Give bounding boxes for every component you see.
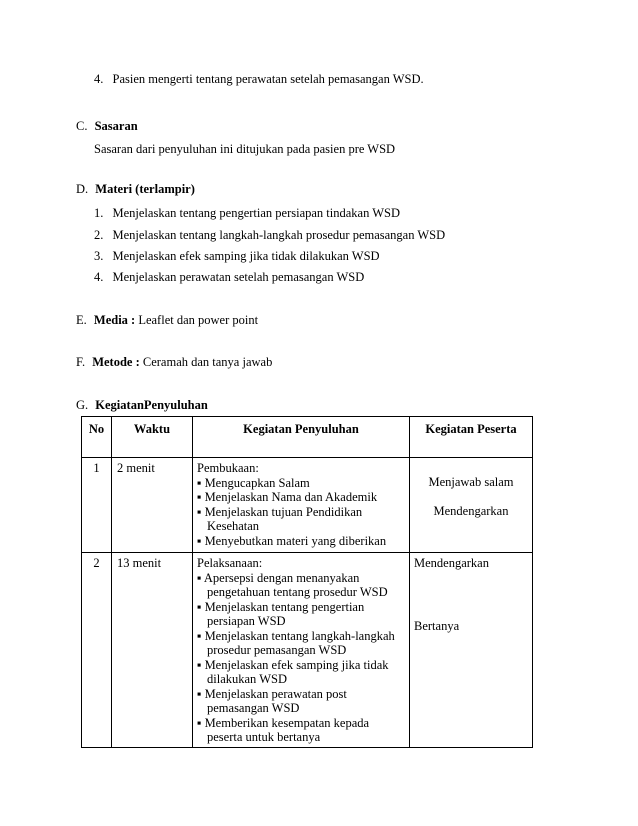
list-number: 3.	[94, 249, 104, 263]
section-media	[76, 313, 258, 328]
section-title: Sasaran	[94, 119, 138, 133]
list-number: 4.	[94, 72, 104, 86]
section-text: Leaflet dan power point	[138, 313, 259, 327]
section-sasaran-heading	[76, 119, 138, 134]
list-text: Menjelaskan perawatan setelah pemasangan WSD	[112, 270, 365, 284]
cell-kegiatan-peserta	[410, 553, 533, 748]
list-item: ▪ Apersepsi dengan menanyakan pengetahuan tentang prosedur WSD	[197, 570, 388, 599]
materi-item	[94, 270, 364, 285]
section-metode	[76, 355, 272, 370]
section-letter: G.	[76, 398, 89, 412]
cell-waktu: 13 menit	[112, 553, 193, 748]
table-row	[82, 458, 533, 553]
section-letter: E.	[76, 313, 87, 327]
list-text: Menjelaskan efek samping jika tidak dilakukan WSD	[112, 249, 380, 263]
cell-waktu: 2 menit	[112, 458, 193, 553]
list-item: ▪ Menjelaskan tentang langkah-langkah prosedur pemasangan WSD	[197, 628, 395, 657]
list-item: ▪ Memberikan kesempatan kepada peserta untuk bertanya	[197, 715, 370, 744]
materi-item	[94, 249, 380, 264]
list-number: 2.	[94, 228, 104, 242]
section-materi-heading	[76, 182, 195, 197]
list-number: 4.	[94, 270, 104, 284]
section-label: Metode :	[92, 355, 140, 369]
list-item: ▪ Menjelaskan Nama dan Akademik	[197, 490, 378, 504]
list-item: ▪ Mengucapkan Salam	[197, 475, 310, 490]
header-no: No	[82, 417, 112, 458]
section-title: KegiatanPenyuluhan	[95, 398, 208, 412]
header-kegiatan-penyuluhan: Kegiatan Penyuluhan	[193, 417, 410, 458]
table-header-row	[82, 417, 533, 458]
cell-kegiatan-penyuluhan	[193, 553, 410, 748]
kegiatan-table	[81, 416, 533, 748]
section-text: Ceramah dan tanya jawab	[142, 355, 273, 369]
peserta-activity: Mendengarkan	[414, 556, 489, 570]
cell-heading: Pembukaan:	[197, 461, 259, 475]
cell-kegiatan-penyuluhan	[193, 458, 410, 553]
tujuan-item-4	[94, 72, 424, 87]
header-kegiatan-peserta: Kegiatan Peserta	[410, 417, 533, 458]
list-item: ▪ Menjelaskan efek samping jika tidak dilakukan WSD	[197, 657, 389, 686]
materi-item	[94, 206, 400, 221]
list-text: Menjelaskan tentang pengertian persiapan tindakan WSD	[112, 206, 401, 220]
section-letter: D.	[76, 182, 89, 196]
peserta-activity: Menjawab salam	[428, 475, 514, 489]
cell-no: 1	[82, 458, 112, 553]
section-kegiatan-heading	[76, 398, 208, 413]
peserta-activity: Bertanya	[414, 618, 460, 633]
list-item: ▪ Menjelaskan tujuan Pendidikan Kesehatan	[197, 504, 363, 533]
list-item: ▪ Menjelaskan tentang pengertian persiapan WSD	[197, 599, 365, 628]
sasaran-text: Sasaran dari penyuluhan ini ditujukan pada pasien pre WSD	[94, 142, 396, 156]
cell-heading: Pelaksanaan:	[197, 556, 263, 570]
section-label: Media :	[93, 313, 136, 327]
list-text: Menjelaskan tentang langkah-langkah prosedur pemasangan WSD	[112, 228, 446, 242]
table-row	[82, 553, 533, 748]
cell-no: 2	[82, 553, 112, 748]
list-item: ▪ Menjelaskan perawatan post pemasangan WSD	[197, 686, 347, 715]
header-waktu: Waktu	[112, 417, 193, 458]
list-number: 1.	[94, 206, 104, 220]
section-title: Materi (terlampir)	[95, 182, 195, 196]
section-letter: F.	[76, 355, 86, 369]
list-text: Pasien mengerti tentang perawatan setelah pemasangan WSD.	[112, 72, 424, 86]
materi-item	[94, 228, 445, 243]
cell-kegiatan-peserta	[410, 458, 533, 553]
peserta-activity: Mendengarkan	[433, 503, 509, 518]
section-letter: C.	[76, 119, 88, 133]
list-item: ▪ Menyebutkan materi yang diberikan	[197, 533, 387, 548]
